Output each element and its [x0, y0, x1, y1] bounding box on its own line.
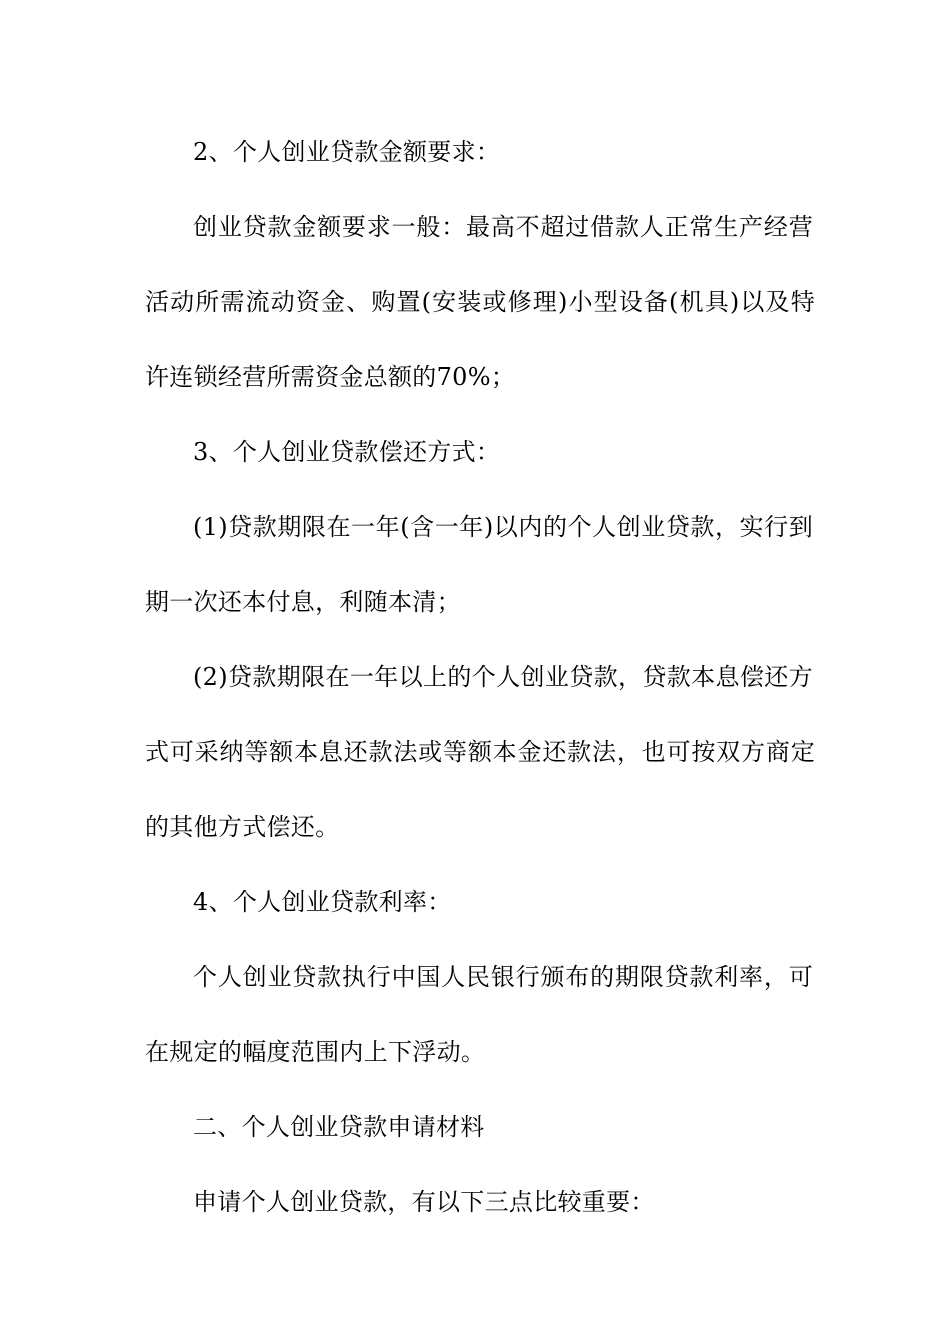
paragraph-line: 活动所需流动资金、购置(安装或修理)小型设备(机具)以及特 [145, 288, 815, 316]
paragraph-line: 个人创业贷款执行中国人民银行颁布的期限贷款利率，可 [193, 963, 813, 991]
paragraph-line: 在规定的幅度范围内上下浮动。 [145, 1038, 486, 1066]
heading-application-materials: 二、个人创业贷款申请材料 [193, 1113, 485, 1141]
paragraph-line: 创业贷款金额要求一般：最高不超过借款人正常生产经营 [193, 213, 813, 241]
paragraph-line: 期一次还本付息，利随本清； [145, 588, 461, 616]
paragraph-line: (1)贷款期限在一年(含一年)以内的个人创业贷款，实行到 [193, 513, 813, 541]
paragraph-line: 申请个人创业贷款，有以下三点比较重要： [193, 1188, 655, 1216]
heading-loan-amount: 2、个人创业贷款金额要求： [193, 138, 501, 166]
heading-repayment-method: 3、个人创业贷款偿还方式： [193, 438, 501, 466]
paragraph-line: (2)贷款期限在一年以上的个人创业贷款，贷款本息偿还方 [193, 663, 813, 691]
paragraph-line: 的其他方式偿还。 [145, 813, 340, 841]
paragraph-line: 许连锁经营所需资金总额的70%； [145, 363, 516, 391]
paragraph-line: 式可采纳等额本息还款法或等额本金还款法，也可按双方商定 [145, 738, 815, 766]
heading-interest-rate: 4、个人创业贷款利率： [193, 888, 452, 916]
